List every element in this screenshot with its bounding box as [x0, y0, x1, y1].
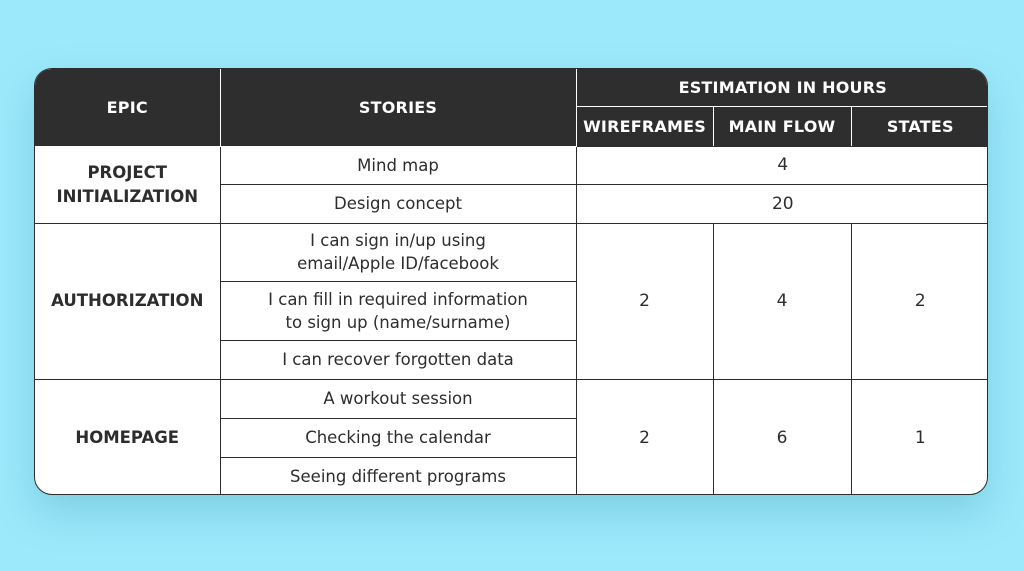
- story-cell: I can sign in/up using email/Apple ID/facebook: [220, 223, 576, 281]
- wireframes-cell: 2: [576, 223, 713, 379]
- estimate-cell: 20: [576, 184, 988, 223]
- story-cell: I can fill in required information to sign up (name/surname): [220, 281, 576, 340]
- header-main-flow: MAIN FLOW: [713, 106, 851, 146]
- header-wireframes: WIREFRAMES: [576, 106, 713, 146]
- header-estimation: ESTIMATION IN HOURS: [576, 69, 988, 106]
- story-cell: Seeing different programs: [220, 457, 576, 495]
- epic-authorization: AUTHORIZATION: [35, 223, 220, 379]
- story-cell: I can recover forgotten data: [220, 340, 576, 379]
- story-cell: A workout session: [220, 379, 576, 418]
- story-cell: Design concept: [220, 184, 576, 223]
- estimation-table-card: [34, 68, 988, 495]
- epic-homepage: HOMEPAGE: [35, 379, 220, 495]
- estimation-table: [35, 69, 988, 495]
- header-stories: STORIES: [220, 69, 576, 146]
- header-epic: EPIC: [35, 69, 220, 146]
- states-cell: 1: [851, 379, 988, 495]
- main-flow-cell: 6: [713, 379, 851, 495]
- main-flow-cell: 4: [713, 223, 851, 379]
- story-cell: Checking the calendar: [220, 418, 576, 457]
- table-row: [35, 379, 988, 418]
- table-row: [35, 223, 988, 281]
- wireframes-cell: 2: [576, 379, 713, 495]
- table-row: [35, 146, 988, 184]
- estimate-cell: 4: [576, 146, 988, 184]
- states-cell: 2: [851, 223, 988, 379]
- epic-project-initialization: PROJECT INITIALIZATION: [35, 146, 220, 223]
- header-states: STATES: [851, 106, 988, 146]
- story-cell: Mind map: [220, 146, 576, 184]
